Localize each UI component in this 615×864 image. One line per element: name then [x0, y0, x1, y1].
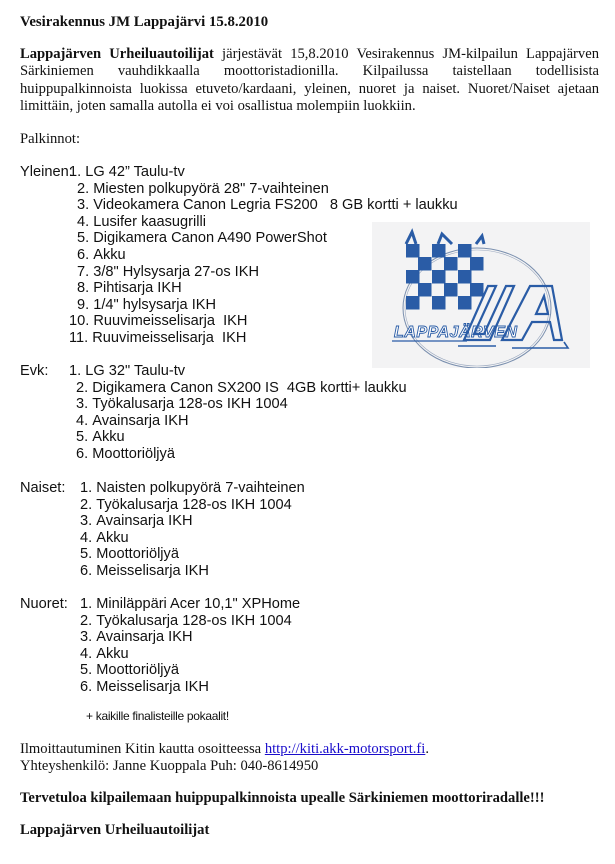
prize-rank: 4.	[80, 529, 97, 546]
prize-rank: 2.	[80, 496, 97, 513]
prize-item	[76, 396, 407, 413]
prize-description: Miesten polkupyörä 28" 7-vaihteinen	[93, 180, 329, 197]
flag-square	[406, 244, 420, 258]
prize-description: Akku	[96, 529, 129, 546]
prize-description: LG 42” Taulu-tv	[85, 164, 185, 180]
flag-square	[406, 296, 420, 310]
prize-description: Moottoriöljyä	[96, 662, 179, 679]
flag-square	[432, 296, 446, 310]
prize-description: Miniläppäri Acer 10,1" XPHome	[96, 596, 301, 612]
prize-item	[80, 613, 300, 630]
prize-rank: 1.	[69, 363, 86, 379]
flag-square	[406, 270, 420, 284]
prize-rank: 10.	[69, 313, 94, 330]
prize-item	[80, 679, 300, 696]
prize-rank: 4.	[76, 412, 93, 429]
prize-description: Moottoriöljyä	[92, 445, 175, 462]
trophy-note: + kaikille finalisteille pokaalit!	[86, 709, 229, 723]
prize-rank: 3.	[76, 396, 93, 413]
category-label-yleinen: Yleinen:	[20, 164, 73, 180]
prize-rank: 2.	[80, 612, 97, 629]
prize-description: Lusifer kaasugrilli	[93, 213, 206, 230]
registration-link[interactable]: http://kiti.akk-motorsport.fi	[264, 741, 426, 757]
logo-graphic	[372, 222, 590, 368]
contact-person-line: Yhteyshenkilö: Janne Kuoppala Puh: 040-8614950	[20, 758, 319, 774]
prize-rank: 3.	[80, 513, 97, 530]
prize-description: Työkalusarja 128-os IKH 1004	[96, 496, 292, 513]
prize-item	[77, 197, 458, 214]
prize-item	[80, 629, 300, 646]
prize-description: Akku	[93, 246, 126, 263]
registration-line	[20, 741, 429, 758]
prize-description: Meisselisarja IKH	[96, 678, 209, 695]
prize-rank: 5.	[77, 230, 94, 247]
flag-square	[432, 270, 446, 284]
prize-rank: 5.	[76, 429, 93, 446]
prize-list-naiset	[80, 480, 305, 580]
prize-item	[80, 596, 300, 613]
prize-description: 1/4" hylsysarja IKH	[93, 296, 217, 313]
prize-description: Akku	[92, 429, 125, 446]
prize-rank: 6.	[80, 678, 97, 695]
prize-description: Työkalusarja 128-os IKH 1004	[96, 612, 292, 629]
prize-rank: 4.	[77, 213, 94, 230]
flag-square	[444, 257, 458, 271]
signature: Lappajärven Urheiluautoilijat	[20, 822, 210, 838]
prize-item	[76, 446, 407, 463]
club-logo	[372, 222, 590, 368]
prize-description: Avainsarja IKH	[96, 629, 193, 646]
prize-rank: 2.	[76, 379, 93, 396]
prize-item	[69, 363, 407, 380]
prize-rank: 1.	[80, 480, 97, 496]
document-title: Vesirakennus JM Lappajärvi 15.8.2010	[20, 14, 269, 30]
prize-rank: 5.	[80, 662, 97, 679]
prize-rank: 6.	[76, 445, 93, 462]
prize-rank: 7.	[77, 263, 94, 280]
prize-rank: 3.	[80, 629, 97, 646]
prize-description: Avainsarja IKH	[96, 513, 193, 530]
prize-description: Avainsarja IKH	[92, 412, 189, 429]
category-label-naiset: Naiset:	[20, 480, 66, 496]
prize-description: Naisten polkupyörä 7-vaihteinen	[96, 480, 305, 496]
flag-square	[418, 257, 432, 271]
prize-description: Ruuvimeisselisarja IKH	[93, 313, 248, 330]
prize-rank: 11.	[69, 329, 93, 346]
prize-description: LG 32" Taulu-tv	[85, 363, 186, 379]
prize-rank: 6.	[77, 246, 94, 263]
prize-rank: 9.	[77, 296, 94, 313]
prize-rank: 4.	[80, 645, 97, 662]
flag-square	[458, 296, 472, 310]
prize-list-evk	[69, 363, 407, 463]
category-label-nuoret: Nuoret:	[20, 596, 68, 612]
flag-square	[458, 244, 472, 258]
checkered-flag-icon	[406, 232, 484, 310]
prize-item	[76, 380, 407, 397]
prize-description: Meisselisarja IKH	[96, 562, 209, 579]
flag-square	[470, 257, 484, 271]
prize-description: Digikamera Canon SX200 IS 4GB kortti+ laukku	[92, 379, 407, 396]
prize-description: Ruuvimeisselisarja IKH	[92, 329, 247, 346]
prize-description: Moottoriöljyä	[96, 546, 179, 563]
prize-item	[69, 164, 458, 181]
flag-edge	[406, 232, 484, 244]
prize-rank: 2.	[77, 180, 94, 197]
prize-rank: 5.	[80, 546, 97, 563]
intro-text: järjestävät 15,8.2010 Vesirakennus JM-kilpailun Lappajärven Särkiniemen vauhdikkaalla moottoristadionilla. Kilpailussa taistellaan todellisista huippupalkinnoista luokissa etuveto/kardaani, yleinen, nuoret ja naiset. Nuoret/Naiset ajetaan limittäin, joten samalla autolla ei voi osallistua molempiin luokkiin.	[20, 46, 599, 114]
prize-item	[77, 181, 458, 198]
prize-description: Pihtisarja IKH	[93, 280, 182, 297]
contact-block	[20, 741, 429, 775]
prize-description: Digikamera Canon A490 PowerShot	[93, 230, 327, 247]
prize-item	[80, 530, 305, 547]
prize-description: 3/8" Hylsysarja 27-os IKH	[93, 263, 260, 280]
registration-text: Ilmoittautuminen Kitin kautta osoitteessa	[20, 741, 265, 757]
welcome-message: Tervetuloa kilpailemaan huippupalkinnoista upealle Särkiniemen moottoriradalle!!!	[20, 790, 545, 806]
intro-paragraph	[20, 46, 599, 115]
prize-description: Akku	[96, 645, 129, 662]
prize-rank: 6.	[80, 562, 97, 579]
flag-square	[444, 283, 458, 297]
prize-item	[80, 662, 300, 679]
prize-item	[80, 563, 305, 580]
prize-rank: 1.	[69, 164, 86, 180]
prize-item	[80, 480, 305, 497]
prize-item	[80, 497, 305, 514]
prize-item	[80, 513, 305, 530]
category-label-evk: Evk:	[20, 363, 49, 379]
organizer-name: Lappajärven Urheiluautoilijat	[20, 46, 214, 62]
prize-rank: 8.	[77, 280, 94, 297]
prizes-heading: Palkinnot:	[20, 131, 80, 147]
flag-square	[418, 283, 432, 297]
prize-rank: 1.	[80, 596, 97, 612]
prize-list-nuoret	[80, 596, 300, 696]
prize-item	[80, 646, 300, 663]
flag-square	[470, 283, 484, 297]
flag-square	[458, 270, 472, 284]
prize-item	[80, 546, 305, 563]
prize-description: Videokamera Canon Legria FS200 8 GB kortti + laukku	[93, 197, 458, 214]
prize-description: Työkalusarja 128-os IKH 1004	[92, 396, 288, 413]
flag-square	[432, 244, 446, 258]
prize-item	[76, 413, 407, 430]
registration-suffix: .	[425, 741, 429, 757]
prize-item	[76, 429, 407, 446]
prize-rank: 3.	[77, 197, 94, 214]
logo-text: LAPPAJÄRVEN	[394, 324, 518, 341]
